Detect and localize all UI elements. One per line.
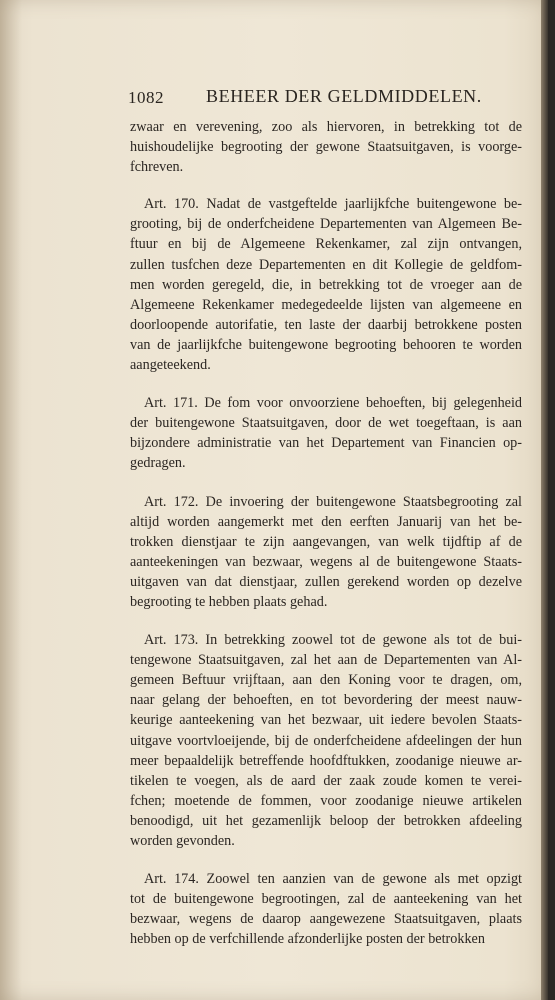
text-line: Algemeene Rekenkamer medegedeelde lijsten van algemeene en bbox=[130, 296, 522, 313]
text-line: naar gelang der behoeften, en tot bevordering der meest nauw- bbox=[130, 692, 522, 709]
text-line: trokken dienstjaar te zijn aangevangen, van welk tijdftip af de bbox=[130, 533, 522, 550]
text-line: Art. 174. Zoowel ten aanzien van de gewone als met opzigt bbox=[144, 871, 522, 888]
text-line: zullen tusfchen deze Departementen en dit Kollegie de geldfom- bbox=[130, 256, 522, 273]
text-line: Art. 173. In betrekking zoowel tot de gewone als tot de bui- bbox=[144, 632, 522, 649]
text-line: begrooting te hebben plaats gehad. bbox=[130, 593, 328, 610]
text-line: van de jaarlijkfche buitengewone begrooting behooren te worden bbox=[130, 336, 522, 353]
text-line: hebben op de verfchillende afzonderlijke posten der betrokken bbox=[130, 931, 485, 948]
text-line: zwaar en verevening, zoo als hiervoren, in betrekking tot de bbox=[130, 119, 522, 135]
text-line: uitgaven van dat dienstjaar, zullen gerekend worden op dezelve bbox=[130, 573, 522, 590]
text-line: aanteekeningen van bezwaar, wegens al de buitengewone Staats- bbox=[130, 553, 522, 570]
text-line: men worden geregeld, die, in betrekking tot de vroeger aan de bbox=[130, 276, 522, 293]
page-header bbox=[128, 86, 528, 110]
paragraph-art174 bbox=[130, 869, 522, 949]
paragraph-cont bbox=[130, 117, 522, 177]
text-line: gedragen. bbox=[130, 455, 186, 472]
text-line: huishoudelijke begrooting der gewone Staatsuitgaven, is voorge- bbox=[130, 139, 522, 156]
running-head: BEHEER DER GELDMIDDELEN. bbox=[206, 86, 482, 106]
paragraph-art173 bbox=[130, 630, 522, 851]
page-edge bbox=[541, 0, 548, 1000]
page-gutter-shadow bbox=[0, 0, 22, 1000]
paragraph-art170 bbox=[130, 194, 522, 375]
text-line: keurige aanteekening van het bezwaar, uit iedere bevolen Staats- bbox=[130, 712, 522, 729]
page-number: 1082 bbox=[128, 88, 164, 107]
body-text bbox=[130, 117, 522, 967]
text-line: Art. 171. De fom voor onvoorziene behoeften, bij gelegenheid bbox=[144, 395, 522, 412]
text-line: worden gevonden. bbox=[130, 833, 235, 849]
text-line: meer bepaaldelijk betreffende hoofdftukken, zoodanige nieuwe ar- bbox=[130, 752, 522, 769]
text-line: tot de buitengewone begrootingen, zal de aanteekening van het bbox=[130, 891, 522, 908]
text-line: tengewone Staatsuitgaven, zal het aan de Departementen van Al- bbox=[130, 652, 522, 669]
text-line: uitgave voortvloeijende, bij de onderfcheidene afdeelingen der hun bbox=[130, 732, 522, 749]
text-line: bezwaar, wegens de daarop aangewezene Staatsuitgaven, plaats bbox=[130, 911, 522, 928]
text-line: tikelen te voegen, als de aard der zaak zoude komen te verei- bbox=[130, 772, 522, 789]
text-line: der buitengewone Staatsuitgaven, door de wet toegeftaan, is aan bbox=[130, 415, 522, 432]
text-line: fchreven. bbox=[130, 159, 184, 176]
text-line: grooting, bij de onderfcheidene Departementen van Algemeen Be- bbox=[130, 216, 522, 233]
text-line: gemeen Beftuur vrijftaan, aan den Koning voor te dragen, om, bbox=[130, 672, 522, 689]
text-line: benoodigd, uit het gezamenlijk beloop der betrokken afdeeling bbox=[130, 812, 522, 829]
paragraph-art172 bbox=[130, 492, 522, 613]
text-line: fchen; moetende de fommen, voor zoodanige nieuwe artikelen bbox=[130, 792, 522, 809]
text-line: Art. 172. De invoering der buitengewone Staatsbegrooting zal bbox=[144, 493, 522, 510]
paragraph-art171 bbox=[130, 393, 522, 473]
text-line: aangeteekend. bbox=[130, 357, 211, 374]
text-line: ftuur en bij de Algemeene Rekenkamer, zal zijn ontvangen, bbox=[130, 236, 522, 253]
text-line: doorloopende autorifatie, ten laste der daarbij betrokkene posten bbox=[130, 316, 522, 333]
text-line: bijzondere administratie van het Departement van Financien op- bbox=[130, 435, 522, 452]
text-line: Art. 170. Nadat de vastgeftelde jaarlijkfche buitengewone be- bbox=[144, 196, 522, 213]
text-line: altijd worden aangemerkt met den eerften Januarij van het be- bbox=[130, 513, 522, 530]
